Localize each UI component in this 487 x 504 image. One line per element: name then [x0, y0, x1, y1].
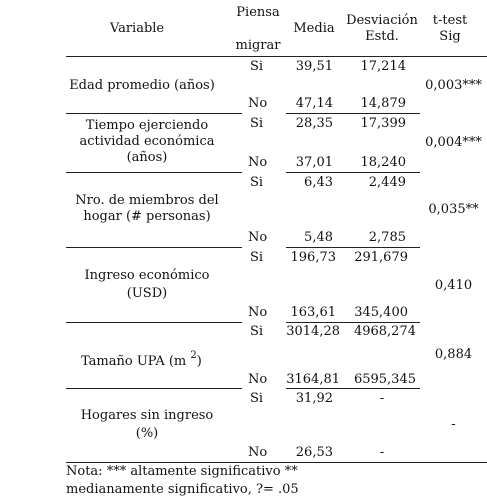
row-rule	[286, 113, 342, 114]
sig-value: 0,004***	[425, 135, 482, 150]
variable-label: Edad promedio (años)	[69, 78, 215, 93]
header-desviacion-line2: Estd.	[365, 29, 399, 44]
variable-label: Tamaño UPA (m $^2$)	[81, 350, 202, 369]
row-rule	[286, 172, 342, 173]
header-ttest-line2: Sig	[439, 29, 461, 44]
row-rule	[342, 247, 420, 248]
desv-value: 6595,345	[353, 372, 416, 387]
media-value: 6,43	[304, 175, 333, 190]
row-rule	[286, 322, 342, 323]
variable-label: actividad económica	[79, 134, 215, 149]
row-rule	[66, 388, 242, 389]
no-label: No	[248, 372, 268, 387]
table-bottom-rule	[66, 462, 487, 463]
si-label: Si	[250, 59, 264, 74]
no-label: No	[248, 96, 268, 111]
media-value: 3164,81	[286, 372, 340, 387]
si-label: Si	[250, 250, 264, 265]
no-label: No	[248, 230, 268, 245]
desv-value: 4968,274	[353, 324, 416, 339]
header-variable: Variable	[109, 21, 165, 36]
si-label: Si	[250, 175, 264, 190]
sig-value: -	[451, 417, 456, 432]
media-value: 163,61	[290, 305, 336, 320]
sig-value: 0,035**	[428, 202, 479, 217]
media-value: 28,35	[295, 116, 333, 131]
media-value: 37,01	[295, 155, 333, 170]
desv-value: 17,214	[360, 59, 406, 74]
si-label: Si	[250, 116, 264, 131]
sig-value: 0,410	[434, 278, 473, 293]
row-rule	[286, 247, 342, 248]
no-label: No	[248, 155, 268, 170]
table-note-line2: medianamente significativo, ?= .05	[66, 482, 299, 497]
desv-value: 18,240	[360, 155, 406, 170]
row-rule	[66, 113, 242, 114]
media-value: 39,51	[295, 59, 333, 74]
media-value: 196,73	[290, 250, 336, 265]
desv-value: 291,679	[354, 250, 408, 265]
variable-label: Nro. de miembros del	[75, 193, 219, 208]
header-desviacion-line1: Desviación	[346, 13, 418, 28]
no-label: No	[248, 445, 268, 460]
no-label: No	[248, 305, 268, 320]
variable-label: (USD)	[126, 286, 168, 301]
desv-value: 14,879	[360, 96, 406, 111]
row-rule	[66, 322, 242, 323]
sig-value: 0,884	[434, 347, 473, 362]
row-rule	[342, 322, 420, 323]
header-ttest-line1: t-test	[432, 13, 468, 28]
row-rule	[342, 388, 420, 389]
header-rule	[66, 56, 487, 57]
desv-value: 345,400	[354, 305, 408, 320]
header-piensa-migrar-line2: migrar	[235, 38, 281, 53]
header-piensa-migrar-line1: Piensa	[236, 5, 280, 20]
variable-label: Hogares sin ingreso	[80, 408, 214, 423]
row-rule	[286, 388, 342, 389]
desv-value: 17,399	[360, 116, 406, 131]
variable-label: hogar (# personas)	[83, 209, 211, 224]
media-value: 3014,28	[286, 324, 340, 339]
superscript: 2	[190, 350, 197, 361]
variable-label: Ingreso económico	[84, 268, 210, 283]
sig-value: 0,003***	[425, 78, 482, 93]
variable-label: (%)	[135, 426, 159, 441]
media-value: 47,14	[295, 96, 333, 111]
si-label: Si	[250, 324, 264, 339]
variable-label: Tiempo ejerciendo	[85, 118, 209, 133]
variable-label: (años)	[126, 150, 168, 165]
desv-value: 2,449	[368, 175, 406, 190]
desv-value: 2,785	[368, 230, 406, 245]
si-label: Si	[250, 391, 264, 406]
header-media: Media	[293, 21, 335, 36]
row-rule	[66, 247, 242, 248]
media-value: 26,53	[295, 445, 333, 460]
table-note-line1: Nota: *** altamente significativo **	[66, 464, 298, 479]
row-rule	[66, 172, 242, 173]
media-value: 31,92	[295, 391, 333, 406]
media-value: 5,48	[304, 230, 333, 245]
desv-value: -	[379, 445, 385, 460]
row-rule	[342, 172, 420, 173]
row-rule	[342, 113, 420, 114]
desv-value: -	[379, 391, 385, 406]
